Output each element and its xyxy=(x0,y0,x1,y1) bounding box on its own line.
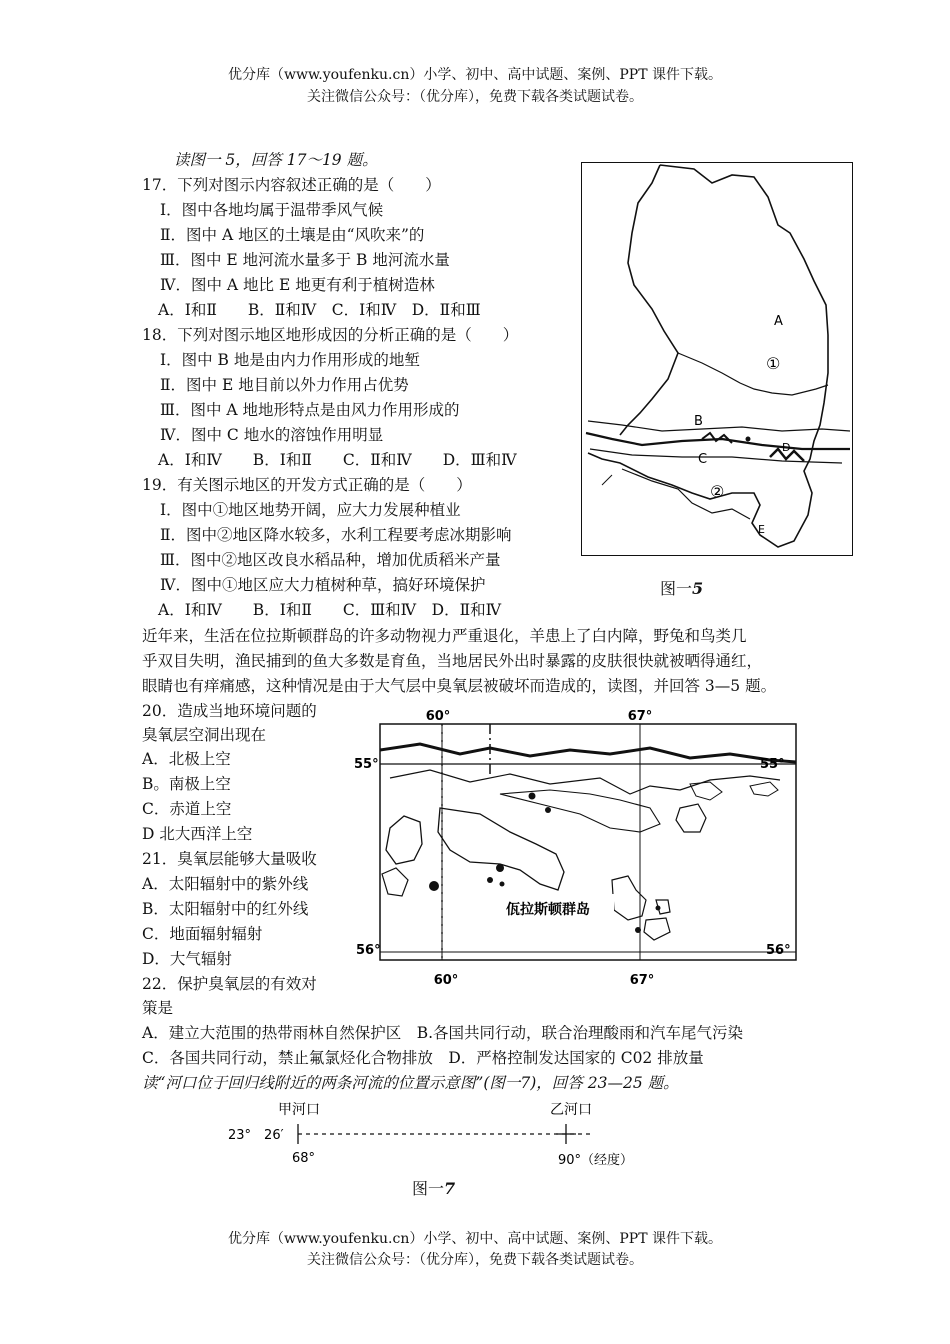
figure-5-caption-number: 5 xyxy=(692,579,704,598)
passage-line: 眼睛也有痒痛感，这种情况是由于大气层中臭氧层被破坏而造成的，读图，并回答 3—5 题。 xyxy=(142,677,777,695)
label-lon-67-top: 67° xyxy=(627,709,653,724)
q18-item: Ⅲ．图中 A 地地形特点是由风力作用形成的 xyxy=(160,401,460,419)
label-d: D xyxy=(782,441,791,454)
label-b: B xyxy=(694,414,703,429)
label-lat-55-right: 55° xyxy=(760,757,785,772)
header-line-2: 关注微信公众号：（优分库），免费下载各类试题试卷。 xyxy=(307,89,643,105)
q19-item: Ⅳ．图中①地区应大力植树种草，搞好环境保护 xyxy=(160,576,486,594)
passage-line: 乎双目失明，渔民捕到的鱼大多数是育鱼，当地居民外出时暴露的皮肤很快就被晒得通红， xyxy=(142,652,763,670)
q21-option: A．太阳辐射中的紫外线 xyxy=(142,875,309,893)
q22-stem-cont: 策是 xyxy=(142,999,174,1017)
figure-5-caption-prefix: 图一 xyxy=(660,579,693,598)
q19-item: Ⅱ．图中②地区降水较多，水利工程要考虑冰期影响 xyxy=(160,526,512,544)
river-a-label: 甲河口 xyxy=(278,1102,320,1118)
q22-stem: 22．保护臭氧层的有效对 xyxy=(142,975,317,993)
figure-5-map xyxy=(581,162,853,556)
footer-line-2: 关注微信公众号：（优分库），免费下载各类试题试卷。 xyxy=(307,1252,643,1268)
q20-stem: 20．造成当地环境问题的 xyxy=(142,702,317,720)
q21-option: D．大气辐射 xyxy=(142,950,232,968)
q17-item: Ⅲ．图中 E 地河流水量多于 B 地河流水量 xyxy=(160,251,450,269)
lon-b-label: 90°（经度） xyxy=(558,1153,634,1168)
q21-option: B．太阳辐射中的红外线 xyxy=(142,900,309,918)
intro-17-19: 读图一 5，回答 17～19 题。 xyxy=(174,151,378,169)
label-e: E xyxy=(758,523,765,536)
figure-7-caption-number: 7 xyxy=(444,1179,456,1198)
header-line-1: 优分库（www.youfenku.cn）小学、初中、高中试题、案例、PPT 课件下载。 xyxy=(227,67,722,83)
footer-line-1: 优分库（www.youfenku.cn）小学、初中、高中试题、案例、PPT 课件下载。 xyxy=(227,1231,722,1247)
q17-item: Ⅱ．图中 A 地区的土壤是由“风吹来”的 xyxy=(160,226,425,244)
q22-option-line: C．各国共同行动，禁止氟氯烃化合物排放 D．严格控制发达国家的 C02 排放量 xyxy=(142,1049,704,1067)
q17-item: Ⅳ．图中 A 地比 E 地更有利于植树造林 xyxy=(160,276,435,294)
label-lat-55-left: 55° xyxy=(354,757,379,772)
q20-option: B。南极上空 xyxy=(142,775,231,793)
label-region-2: ② xyxy=(710,482,725,501)
river-b-label: 乙河口 xyxy=(550,1102,592,1118)
label-lat-56-right: 56° xyxy=(766,943,791,958)
figure-7-caption xyxy=(412,1176,455,1199)
q19-stem: 19．有关图示地区的开发方式正确的是（ ） xyxy=(142,476,472,494)
q19-options: A．Ⅰ和Ⅳ B．Ⅰ和Ⅱ C．Ⅲ和Ⅳ D．Ⅱ和Ⅳ xyxy=(158,601,502,619)
label-islands: 佤拉斯顿群岛 xyxy=(506,902,590,918)
q17-options: A．Ⅰ和Ⅱ B．Ⅱ和Ⅳ C．Ⅰ和Ⅳ D．Ⅱ和Ⅲ xyxy=(158,301,481,319)
figure-7-svg xyxy=(220,1096,680,1176)
label-lon-60-top: 60° xyxy=(425,709,451,724)
latitude-label: 23° 26′ xyxy=(228,1128,284,1143)
label-lon-67-bottom: 67° xyxy=(629,973,655,988)
q22-option-line: A．建立大范围的热带雨林自然保护区 B.各国共同行动，联合治理酸雨和汽车尾气污染 xyxy=(142,1024,744,1042)
q19-item: Ⅰ．图中①地区地势开阔，应大力发展种植业 xyxy=(160,501,461,519)
figure-5-caption xyxy=(660,576,703,599)
q18-item: Ⅰ．图中 B 地是由内力作用形成的地堑 xyxy=(160,351,420,369)
q21-stem: 21．臭氧层能够大量吸收 xyxy=(142,850,317,868)
figure-7-diagram xyxy=(220,1096,680,1176)
q20-option: D 北大西洋上空 xyxy=(142,825,253,843)
q21-option: C．地面辐射辐射 xyxy=(142,925,263,943)
label-region-1: ① xyxy=(766,354,781,373)
q19-item: Ⅲ．图中②地区改良水稻品种，增加优质稻米产量 xyxy=(160,551,501,569)
q17-item: Ⅰ．图中各地均属于温带季风气候 xyxy=(160,201,384,219)
passage-line: 近年来，生活在位拉斯顿群岛的许多动物视力严重退化，羊患上了白内障，野兔和鸟类几 xyxy=(142,627,747,645)
islands-map-svg xyxy=(350,704,810,994)
q17-stem: 17．下列对图示内容叙述正确的是（ ） xyxy=(142,176,441,194)
q18-stem: 18．下列对图示地区地形成因的分析正确的是（ ） xyxy=(142,326,519,344)
lon-a-label: 68° xyxy=(292,1151,316,1166)
q20-stem-cont: 臭氧层空洞出现在 xyxy=(142,726,267,744)
q20-option: C．赤道上空 xyxy=(142,800,232,818)
figure-7-caption-prefix: 图一 xyxy=(412,1179,445,1198)
q18-item: Ⅳ．图中 C 地水的溶蚀作用明显 xyxy=(160,426,384,444)
label-a: A xyxy=(774,314,783,329)
figure-5-svg xyxy=(582,163,852,555)
label-c: C xyxy=(698,452,708,467)
label-lon-60-bottom: 60° xyxy=(433,973,459,988)
intro-23-25: 读“河口位于回归线附近的两条河流的位置示意图”(图一7)，回答 23—25 题。 xyxy=(142,1074,679,1092)
q18-item: Ⅱ．图中 E 地目前以外力作用占优势 xyxy=(160,376,409,394)
q20-option: A．北极上空 xyxy=(142,750,231,768)
q18-options: A．Ⅰ和Ⅳ B．Ⅰ和Ⅱ C．Ⅱ和Ⅳ D．Ⅲ和Ⅳ xyxy=(158,451,517,469)
label-lat-56-left: 56° xyxy=(356,943,381,958)
islands-map xyxy=(350,704,810,994)
